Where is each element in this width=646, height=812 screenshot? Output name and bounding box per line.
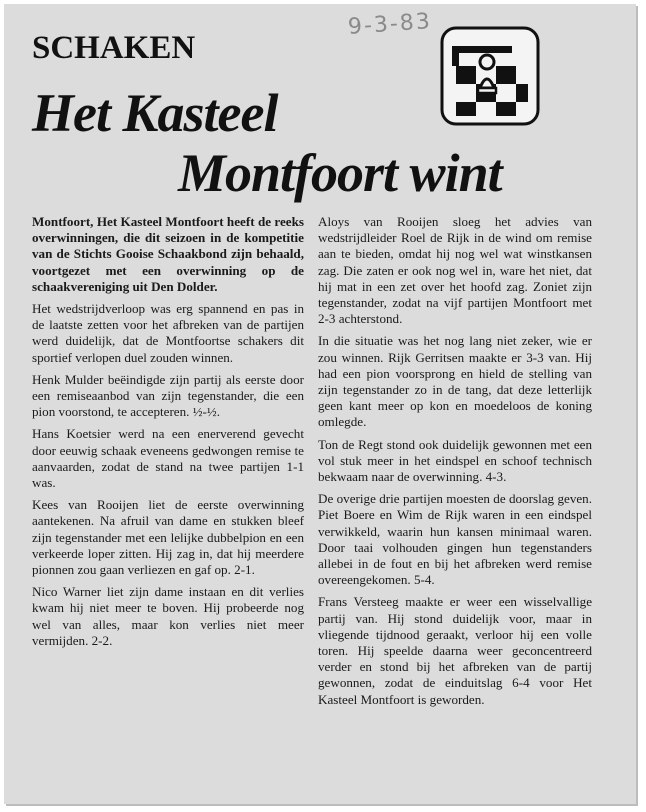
article-paragraph: Frans Versteeg maakte er weer een wisselvallige partij van. Hij stond duidelijk voor, maar in vliegende tijdnood geraakt, verloor hij een volle toren. Hij speelde daarna weer geconcentreerd verder en stond bij het afbreken van de partij gewonnen, zodat de einduitslag 6-4 voor Het Kasteel Montfoort is geworden. [318, 594, 592, 707]
article-lead: Montfoort, Het Kasteel Montfoort heeft de reeks overwinningen, die dit seizoen in de kompetitie van de Stichts Gooise Schaakbond zijn behaald, voortgezet met een overwinning op de schaakvereniging uit Den Dolder. [32, 214, 304, 294]
chess-pawn-board-icon [440, 26, 540, 126]
article-paragraph: In die situatie was het nog lang niet zeker, wie er zou winnen. Rijk Gerritsen maakte er 3-3 van. Hij had een pion voorsprong en hield de stelling van zijn tegenstander zo in de tang, dat deze letterlijk geen kant meer op kon en moedeloos de koning omlegde. [318, 333, 592, 430]
article-paragraph: Het wedstrijdverloop was erg spannend en pas in de laatste zetten voor het afbreken van de partijen werd duidelijk, dat de Montfoortse schakers dit sportief verlopen duel zouden winnen. [32, 301, 304, 365]
article-paragraph: Henk Mulder beëindigde zijn partij als eerste door een remiseaanbod van zijn tegenstander, die een pion voorstond, te accepteren. ½-½. [32, 371, 304, 420]
article-paragraph: Ton de Regt stond ook duidelijk gewonnen met een vol stuk meer in het eindspel en schoof technisch bekwaam naar de overwinning. 4-3. [318, 436, 592, 485]
article-paragraph: Aloys van Rooijen sloeg het advies van wedstrijdleider Roel de Rijk in de wind om remise aan te bieden, omdat hij nog wel wat winstkansen zag. Die zaten er ook nog wel in, ware het niet, dat hij mat in een zet over het hoofd zag. Zoniet zijn tegenstander, zodat na vijf partijen Montfoort met 2-3 achterstond. [318, 214, 592, 327]
article-column-right [318, 214, 592, 714]
section-heading: SCHAKEN [32, 30, 196, 66]
article-paragraph: De overige drie partijen moesten de doorslag geven. Piet Boere en Wim de Rijk waren in een eindspel verwikkeld, waarin hun kansen minimaal waren. Door taai volhouden gingen hun tegenstanders allebei in de fout en bij het afbreken werd remise overeengekomen. 5-4. [318, 491, 592, 588]
newspaper-clipping [4, 4, 636, 804]
article-paragraph: Kees van Rooijen liet de eerste overwinning aantekenen. Na afruil van dame en stukken bleef zijn tegenstander met een lelijke dubbelpion en een verkeerde loper zitten. Hij zag in, dat hij meerdere pionnen zou gaan verliezen en gaf op. 2-1. [32, 497, 304, 578]
headline-line-2: Montfoort wint [178, 143, 502, 203]
article-paragraph: Hans Koetsier werd na een enerverend gevecht door eeuwig schaak eveneens gedwongen remise te aanvaarden, zodat de stand na twee partijen 1-1 was. [32, 426, 304, 491]
handwritten-date: 9-3-83 [347, 9, 433, 40]
article-column-left [32, 214, 304, 655]
headline-line-1: Het Kasteel [32, 83, 278, 143]
article-paragraph: Nico Warner liet zijn dame instaan en dit verlies kwam hij niet meer te boven. Hij probeerde nog wel van alles, maar kon verlies niet meer vermijden. 2-2. [32, 584, 304, 648]
